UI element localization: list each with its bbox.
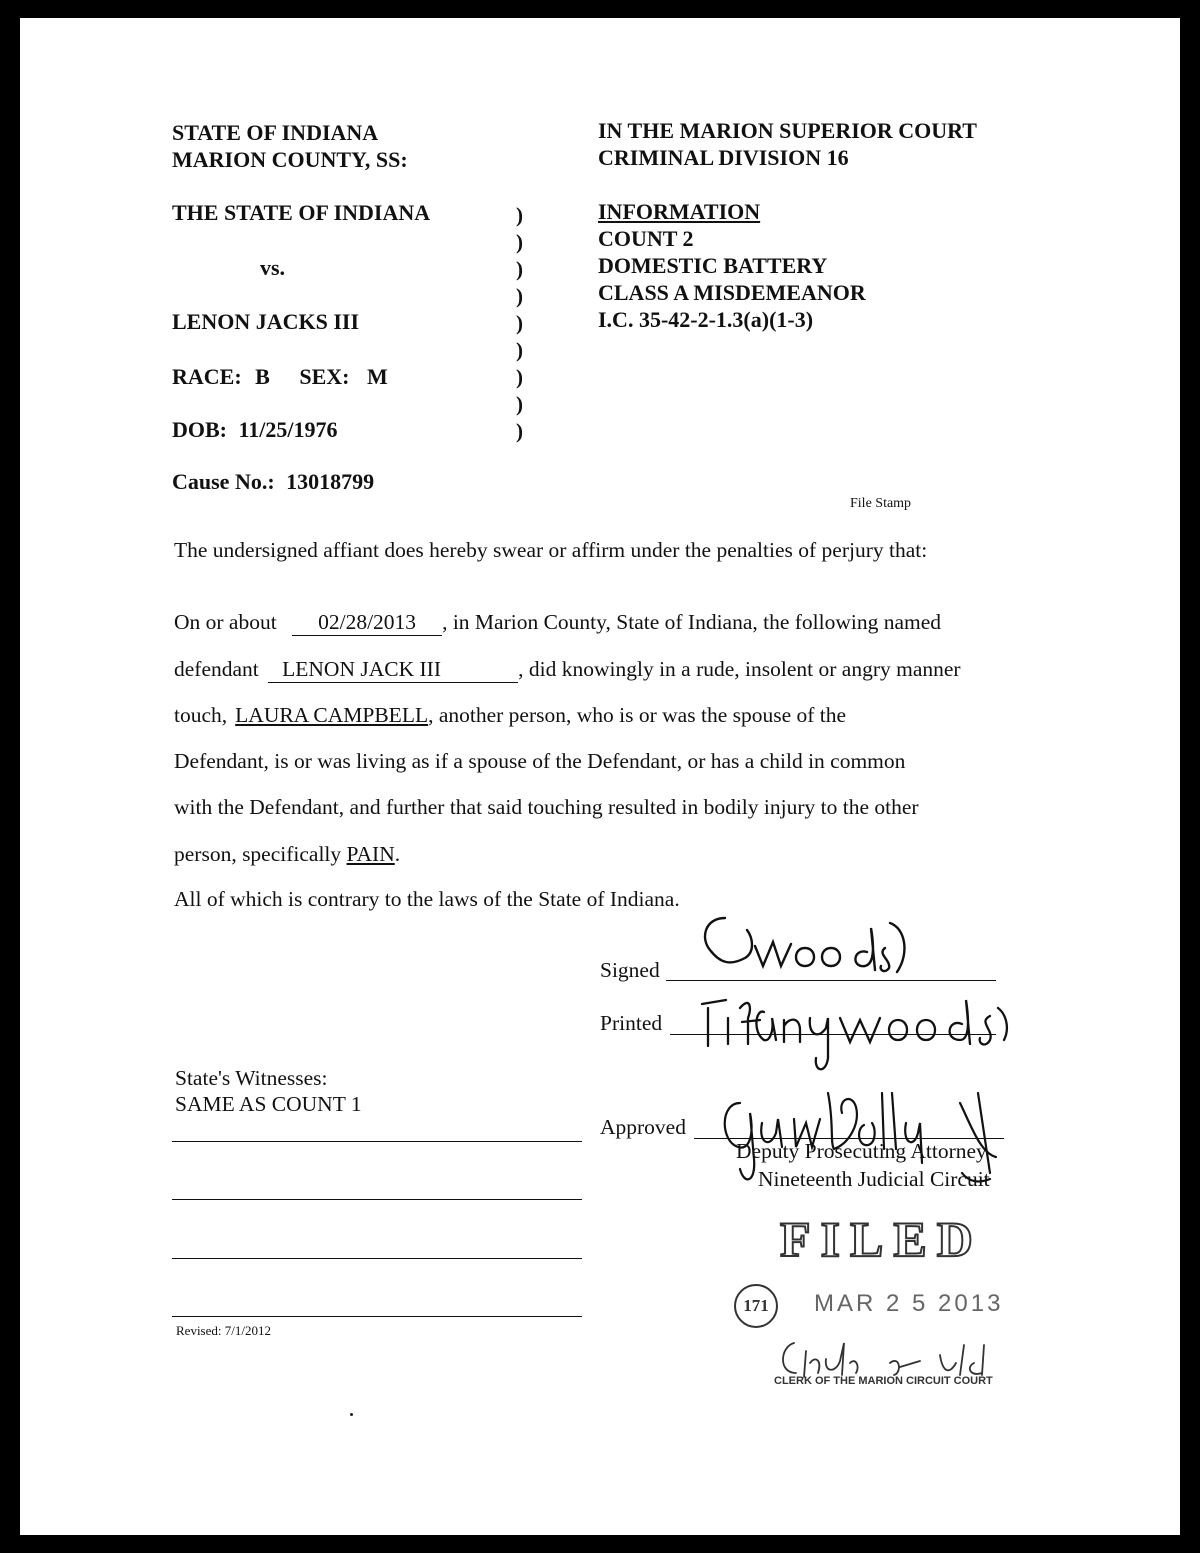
narrative-text: , another person, who is or was the spouse of the — [428, 703, 847, 727]
witnesses-label: State's Witnesses: — [175, 1066, 328, 1090]
narrative-line-6 — [174, 842, 400, 867]
race-label: RACE: — [172, 364, 242, 389]
sex-label: SEX: — [299, 364, 350, 389]
offense-class: CLASS A MISDEMEANOR — [598, 280, 866, 305]
cause-label: Cause No.: — [172, 469, 275, 494]
witness-line-3 — [172, 1258, 582, 1259]
clerk-caption: CLERK OF THE MARION CIRCUIT COURT — [774, 1375, 993, 1387]
signed-signature — [685, 908, 925, 988]
race-value: B — [255, 364, 270, 389]
witnesses-value: SAME AS COUNT 1 — [175, 1092, 362, 1116]
charge-block — [598, 198, 866, 333]
statute-citation: I.C. 35-42-2-1.3(a)(1-3) — [598, 307, 814, 332]
narrative-line-2 — [174, 657, 961, 683]
state-line-1: STATE OF INDIANA — [172, 120, 379, 145]
paren: ) — [516, 230, 523, 254]
scan-speck — [350, 1413, 353, 1416]
narrative-line-1 — [174, 610, 941, 636]
paren: ) — [516, 419, 523, 443]
offense-name: DOMESTIC BATTERY — [598, 253, 828, 278]
paren: ) — [516, 365, 523, 389]
approver-title-1: Deputy Prosecuting Attorney — [736, 1139, 987, 1163]
state-heading — [172, 119, 408, 173]
dob-label: DOB: — [172, 417, 227, 442]
information-title: INFORMATION — [598, 199, 761, 224]
state-line-2: MARION COUNTY, SS: — [172, 147, 408, 172]
paren: ) — [516, 257, 523, 281]
cause-line — [172, 468, 374, 495]
paren: ) — [516, 311, 523, 335]
stamp-number: 171 — [743, 1296, 769, 1315]
versus-label: vs. — [260, 255, 286, 280]
stamp-date: MAR 2 5 2013 — [814, 1290, 1004, 1317]
printed-label: Printed — [600, 1011, 663, 1035]
defendant-field: LENON JACK III — [268, 657, 518, 683]
narrative-text: touch, — [174, 703, 228, 727]
dob-line — [172, 416, 338, 443]
filed-stamp-word: FILED — [780, 1211, 983, 1267]
narrative-text: defendant — [174, 657, 259, 681]
court-heading — [598, 117, 977, 171]
witness-line-1 — [172, 1141, 582, 1142]
paren: ) — [516, 338, 523, 362]
caption-parentheses — [516, 202, 523, 445]
narrative-line-5: with the Defendant, and further that said touching resulted in bodily injury to the other — [174, 795, 919, 819]
cause-value: 13018799 — [286, 469, 375, 494]
witness-line-2 — [172, 1199, 582, 1200]
signed-label: Signed — [600, 958, 660, 982]
race-sex-line — [172, 363, 388, 390]
injury-field: PAIN — [346, 842, 395, 866]
approver-title-2: Nineteenth Judicial Circuit — [758, 1167, 990, 1191]
defendant-name: LENON JACKS III — [172, 309, 360, 334]
oath-text: The undersigned affiant does hereby swear or affirm under the penalties of perjury that: — [174, 538, 928, 562]
court-line-1: IN THE MARION SUPERIOR COURT — [598, 118, 977, 143]
count-label: COUNT 2 — [598, 226, 694, 251]
offense-date-field: 02/28/2013 — [292, 610, 442, 636]
narrative-text: , did knowingly in a rude, insolent or angry manner — [518, 657, 961, 681]
court-line-2: CRIMINAL DIVISION 16 — [598, 145, 849, 170]
approved-label: Approved — [600, 1115, 686, 1139]
dob-value: 11/25/1976 — [238, 417, 338, 442]
narrative-line-7: All of which is contrary to the laws of the State of Indiana. — [174, 887, 680, 911]
witness-line-4 — [172, 1316, 582, 1317]
file-stamp-label: File Stamp — [850, 496, 912, 511]
narrative-text: person, specifically — [174, 842, 342, 866]
paren: ) — [516, 203, 523, 227]
revised-date: Revised: 7/1/2012 — [176, 1323, 271, 1338]
narrative-text: , in Marion County, State of Indiana, the following named — [442, 610, 942, 634]
stamp-number-circle — [734, 1284, 778, 1328]
victim-name: LAURA CAMPBELL — [235, 703, 429, 727]
narrative-line-3 — [174, 703, 1008, 728]
plaintiff-name: THE STATE OF INDIANA — [172, 200, 431, 225]
printed-signature — [700, 978, 1040, 1058]
sex-value: M — [366, 364, 388, 389]
narrative-text: On or about — [174, 610, 277, 634]
paren: ) — [516, 392, 523, 416]
document-page — [20, 18, 1180, 1535]
paren: ) — [516, 284, 523, 308]
narrative-text: . — [394, 842, 401, 866]
narrative-line-4: Defendant, is or was living as if a spouse of the Defendant, or has a child in common — [174, 749, 906, 773]
